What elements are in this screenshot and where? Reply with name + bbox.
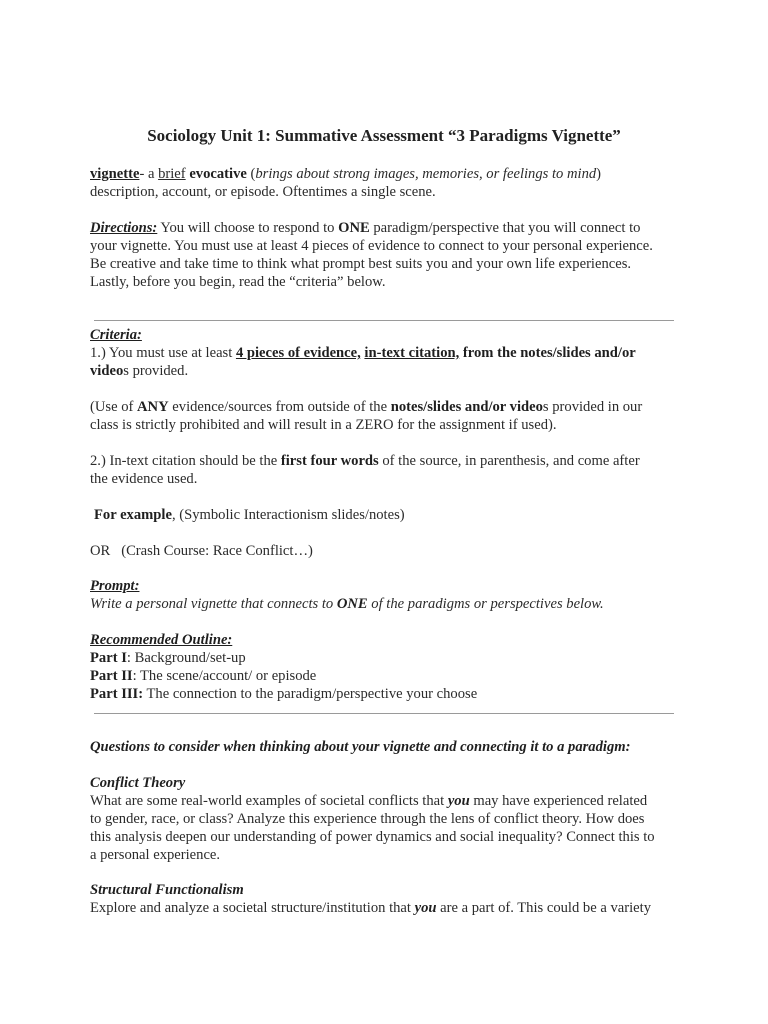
conflict-text: may have experienced related xyxy=(469,793,648,809)
example-text: , (Symbolic Interactionism slides/notes) xyxy=(171,507,405,523)
outline-heading xyxy=(90,631,690,649)
criteria-notes: notes/slides and/or video xyxy=(390,399,543,415)
criteria-1-line-2 xyxy=(90,362,690,380)
criteria-text: of the source, in parenthesis, and come after xyxy=(378,453,640,469)
outline-part-1 xyxy=(90,649,690,667)
directions-line-2: your vignette. You must use at least 4 pieces of evidence to connect to your personal experience. xyxy=(90,238,653,254)
example-line xyxy=(94,506,694,524)
outline-part-2 xyxy=(90,667,690,685)
structural-line-1 xyxy=(90,899,690,917)
criteria-text: evidence/sources from outside of the xyxy=(168,399,391,415)
directions-text: paradigm/perspective that you will connect to xyxy=(369,220,641,236)
directions-line-3: Be creative and take time to think what prompt best suits you and your own life experiences. xyxy=(90,256,632,272)
criteria-1-line-1 xyxy=(90,344,690,362)
conflict-line-2: to gender, race, or class? Analyze this experience through the lens of conflict theory. How does xyxy=(90,811,645,827)
prompt-heading xyxy=(90,577,690,595)
conflict-theory-title xyxy=(90,774,690,792)
definition-text: - a xyxy=(139,166,159,182)
outline-part-1-label: Part I xyxy=(90,650,127,666)
divider xyxy=(94,320,674,321)
outline-part-2-text: : The scene/account/ or episode xyxy=(132,668,317,684)
outline-part-3-label: Part III: xyxy=(90,686,144,702)
structural-text: Explore and analyze a societal structure/institution that xyxy=(90,900,415,916)
outline-part-3-text: The connection to the paradigm/perspective your choose xyxy=(143,686,478,702)
criteria-note-line-1 xyxy=(90,398,690,416)
questions-heading xyxy=(90,738,690,756)
criteria-note-line-2: class is strictly prohibited and will result in a ZERO for the assignment if used). xyxy=(90,417,557,433)
definition-text: ( xyxy=(246,166,256,182)
prompt-text xyxy=(90,595,690,613)
criteria-2-line-1 xyxy=(90,452,690,470)
prompt-text-c: of the paradigms or perspectives below. xyxy=(367,596,604,612)
structural-you: you xyxy=(414,900,437,916)
criteria-text: (Use of xyxy=(90,399,138,415)
term-vignette: vignette xyxy=(90,166,140,182)
criteria-text: s provided. xyxy=(123,363,189,379)
outline-part-1-text: : Background/set-up xyxy=(126,650,246,666)
directions-one: ONE xyxy=(338,220,370,236)
example-label: For example xyxy=(94,507,172,523)
definition-line-2: description, account, or episode. Oftentimes a single scene. xyxy=(90,184,436,200)
conflict-line-1 xyxy=(90,792,690,810)
outline-label: Recommended Outline: xyxy=(90,632,233,648)
criteria-text: 2.) In-text citation should be the xyxy=(90,453,281,469)
conflict-line-4: a personal experience. xyxy=(90,847,221,863)
conflict-text: What are some real-world examples of societal conflicts that xyxy=(90,793,448,809)
criteria-text: s provided in our xyxy=(542,399,643,415)
definition-italic: brings about strong images, memories, or feelings to mind xyxy=(255,166,597,182)
definition-line-1 xyxy=(90,165,690,183)
conflict-you: you xyxy=(447,793,470,809)
structural-text: are a part of. This could be a variety xyxy=(436,900,651,916)
criteria-citation: in-text citation, xyxy=(364,345,460,361)
document-title: Sociology Unit 1: Summative Assessment “3 Paradigms Vignette” xyxy=(147,126,621,145)
structural-functionalism-label: Structural Functionalism xyxy=(90,882,244,898)
criteria-source: from the notes/slides and/or xyxy=(459,345,636,361)
structural-functionalism-title xyxy=(90,881,690,899)
prompt-text-a: Write a personal vignette that connects to xyxy=(90,596,337,612)
prompt-one: ONE xyxy=(336,596,368,612)
conflict-theory-label: Conflict Theory xyxy=(90,775,186,791)
directions-line-4: Lastly, before you begin, read the “criteria” below. xyxy=(90,274,386,290)
questions-heading-text: Questions to consider when thinking about your vignette and connecting it to a paradigm: xyxy=(90,739,631,755)
outline-part-3 xyxy=(90,685,690,703)
definition-text: ) xyxy=(596,166,602,182)
criteria-evidence: 4 pieces of evidence, xyxy=(235,345,361,361)
criteria-any: ANY xyxy=(137,399,169,415)
conflict-line-3: this analysis deepen our understanding of power dynamics and social inequality? Connect this to xyxy=(90,829,655,845)
criteria-heading xyxy=(90,326,690,344)
criteria-2-line-2: the evidence used. xyxy=(90,471,198,487)
or-line: OR (Crash Course: Race Conflict…) xyxy=(90,543,313,559)
criteria-label: Criteria: xyxy=(90,327,142,343)
criteria-first-four: first four words xyxy=(280,453,379,469)
directions-label: Directions: xyxy=(90,220,158,236)
word-evocative: evocative xyxy=(189,166,247,182)
word-brief: brief xyxy=(158,166,186,182)
criteria-text: 1.) You must use at least xyxy=(90,345,236,361)
directions-line-1 xyxy=(90,219,690,237)
divider xyxy=(94,713,674,714)
outline-part-2-label: Part II xyxy=(90,668,133,684)
prompt-label: Prompt: xyxy=(90,578,140,594)
criteria-video: video xyxy=(90,363,124,379)
directions-text: You will choose to respond to xyxy=(157,220,339,236)
